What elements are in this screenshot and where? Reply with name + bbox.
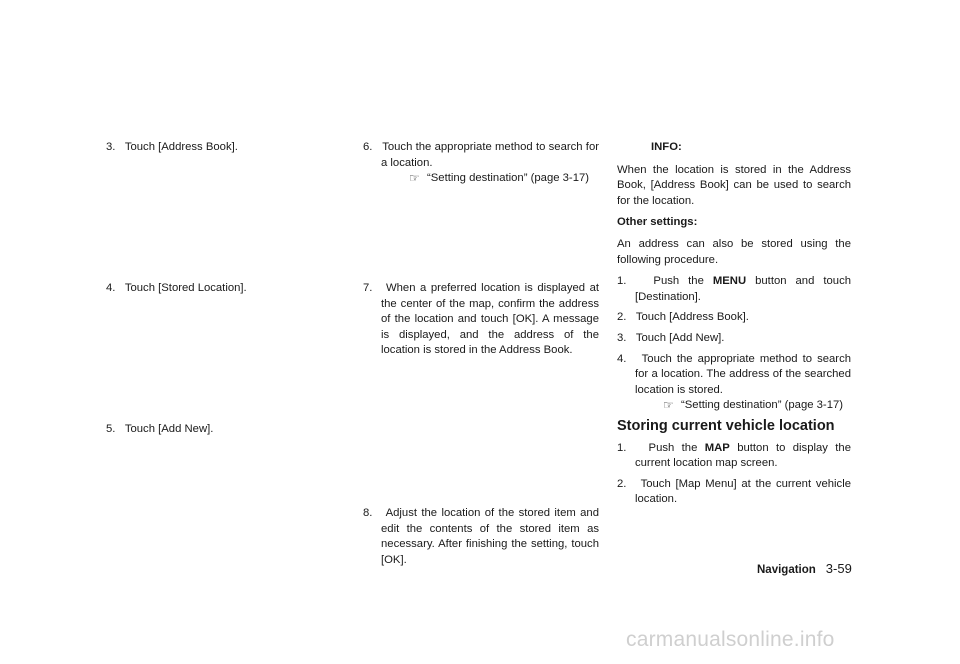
reference-pointer-icon: ☞	[663, 398, 674, 413]
reference-text: “Setting destination” (page 3-17)	[681, 399, 844, 412]
step-text: Adjust the location of the stored item and edit the contents of the stored item as necessary. After finishing the setting, touch [OK].	[381, 507, 599, 566]
info-label: INFO:	[651, 141, 682, 153]
step-number: 3.	[106, 141, 116, 153]
section-heading: Storing current vehicle location	[617, 417, 835, 434]
step-text: When a preferred location is displayed at the center of the map, confirm the address of the location and touch [OK]. A message is displayed, and the address of the location is stored in the Address Book.	[381, 282, 599, 357]
list-item: 1. Push the MAP button to display the current location map screen.	[617, 441, 851, 470]
cross-reference[interactable]	[381, 171, 599, 187]
step-4	[106, 281, 247, 297]
watermark: carmanualsonline.info	[626, 628, 835, 651]
step-text: Touch the appropriate method to search for a location.	[381, 141, 599, 169]
step-number: 8.	[363, 507, 373, 519]
footer-section: Navigation	[757, 564, 816, 576]
reference-pointer-icon: ☞	[409, 171, 420, 186]
step-number: 5.	[106, 423, 116, 435]
other-settings-steps	[617, 274, 851, 414]
step-text: Touch [Add New].	[124, 423, 214, 435]
list-item: 3. Touch [Add New].	[617, 331, 725, 344]
other-settings-text: An address can also be stored using the following procedure.	[617, 237, 851, 266]
reference-text: “Setting destination” (page 3-17)	[427, 172, 590, 185]
info-text: When the location is stored in the Address Book, [Address Book] can be used to search for the location.	[617, 163, 851, 207]
step-6	[363, 140, 599, 187]
step-number: 6.	[363, 141, 373, 153]
step-3	[106, 140, 238, 156]
list-item: 2. Touch [Map Menu] at the current vehicle location.	[617, 477, 851, 506]
list-item: 1. Push the MENU button and touch [Destination].	[617, 275, 851, 303]
step-number: 4.	[106, 282, 116, 294]
other-settings-heading: Other settings:	[617, 216, 698, 229]
page-footer	[757, 561, 852, 576]
step-5	[106, 422, 213, 438]
vehicle-location-steps	[617, 441, 851, 508]
step-text: Touch [Stored Location].	[124, 282, 247, 294]
menu-button-label: MENU	[712, 275, 747, 288]
list-item: 4. Touch the appropriate method to search for a location. The address of the searched location is stored. ☞ “Setting destination” (page 3-17)	[617, 352, 852, 413]
step-number: 7.	[363, 282, 373, 294]
step-7	[363, 281, 599, 359]
map-button-label: MAP	[704, 441, 730, 454]
column-right	[617, 140, 851, 513]
list-item: 2. Touch [Address Book].	[617, 311, 749, 324]
step-8	[363, 506, 599, 568]
cross-reference[interactable]	[635, 398, 851, 414]
page-number: 3-59	[825, 561, 852, 576]
step-text: Touch [Address Book].	[124, 141, 238, 153]
